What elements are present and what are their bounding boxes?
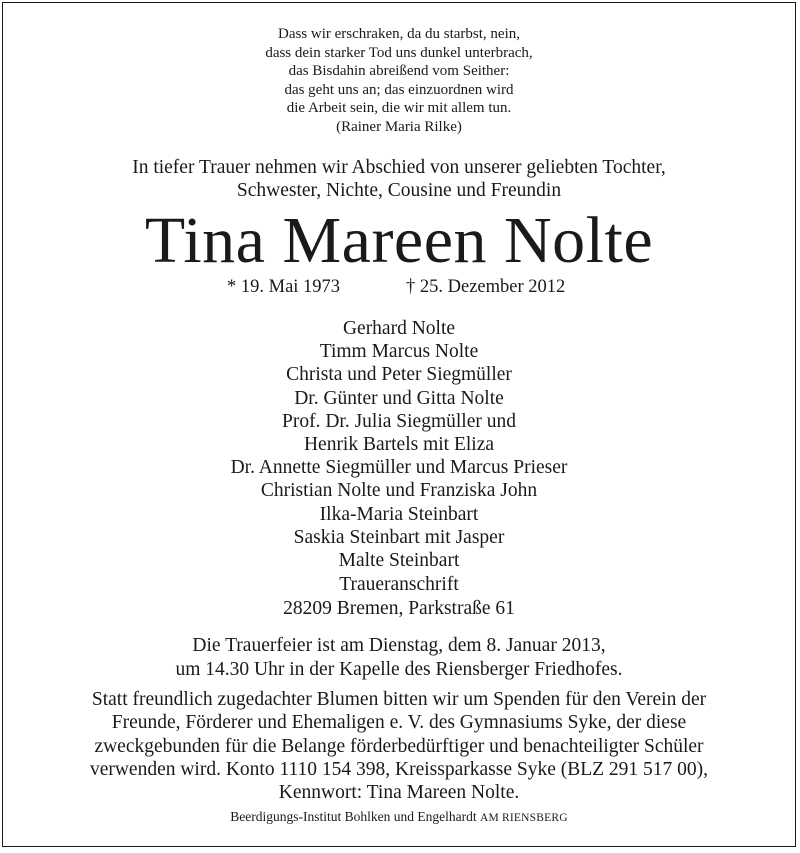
poem-author: (Rainer Maria Rilke) <box>336 118 462 135</box>
funeral-service-info <box>3 634 795 681</box>
mourner-name: Gerhard Nolte <box>342 318 456 339</box>
donation-line: verwenden wird. Konto 1110 154 398, Kreissparkasse Syke (BLZ 291 517 00), <box>89 758 709 780</box>
intro-text <box>3 156 795 202</box>
service-line: um 14.30 Uhr in der Kapelle des Riensberger Friedhofes. <box>175 658 623 680</box>
donation-request <box>3 688 795 804</box>
poem-line: dass dein starker Tod uns dunkel unterbrach, <box>265 44 533 61</box>
mourner-name: Ilka-Maria Steinbart <box>319 503 479 525</box>
funeral-home <box>3 809 795 826</box>
service-line: Die Trauerfeier ist am Dienstag, dem 8. Januar 2013, <box>192 635 606 656</box>
mourner-name: Dr. Günter und Gitta Nolte <box>294 387 504 409</box>
donation-line: zweckgebunden für die Belange förderbedürftiger und benachteiligter Schüler <box>94 735 704 757</box>
address-label: Traueranschrift <box>339 574 459 595</box>
donation-line: Kennwort: Tina Mareen Nolte. <box>278 782 520 804</box>
obituary-notice <box>2 2 796 847</box>
intro-line: Schwester, Nichte, Cousine und Freundin <box>236 180 562 201</box>
poem-line: das geht uns an; das einzuordnen wird <box>284 81 514 98</box>
mourner-name: Saskia Steinbart mit Jasper <box>293 526 505 548</box>
mourner-name: Christian Nolte und Franziska John <box>260 480 538 502</box>
funeral-home-location: AM RIENSBERG <box>480 812 568 824</box>
poem-block <box>3 25 795 136</box>
birth-date: * 19. Mai 1973 <box>227 277 341 297</box>
mourner-name: Malte Steinbart <box>338 550 460 572</box>
mourner-name: Dr. Annette Siegmüller und Marcus Prieser <box>230 457 568 479</box>
poem-line: die Arbeit sein, die wir mit allem tun. <box>286 100 512 116</box>
death-date: † 25. Dezember 2012 <box>406 277 566 297</box>
address-line: 28209 Bremen, Parkstraße 61 <box>283 597 515 619</box>
mourner-name: Timm Marcus Nolte <box>319 341 479 363</box>
mourner-name: Christa und Peter Siegmüller <box>286 364 512 386</box>
mourning-address <box>3 573 795 620</box>
mourner-name: Prof. Dr. Julia Siegmüller und <box>282 410 516 432</box>
donation-line: Freunde, Förderer und Ehemaligen e. V. des Gymnasiums Syke, der diese <box>111 712 687 734</box>
donation-line: Statt freundlich zugedachter Blumen bitten wir um Spenden für den Verein der <box>91 689 707 710</box>
mourner-name: Henrik Bartels mit Eliza <box>303 434 495 456</box>
poem-line: das Bisdahin abreißend vom Seither: <box>288 63 510 79</box>
poem-line: Dass wir erschraken, da du starbst, nein, <box>277 26 520 42</box>
deceased-name: Tina Mareen Nolte <box>144 204 654 277</box>
funeral-home-name: Beerdigungs-Institut Bohlken und Engelhardt <box>230 809 477 824</box>
intro-line: In tiefer Trauer nehmen wir Abschied von unserer geliebten Tochter, <box>132 157 666 178</box>
mourners-list <box>3 317 795 572</box>
